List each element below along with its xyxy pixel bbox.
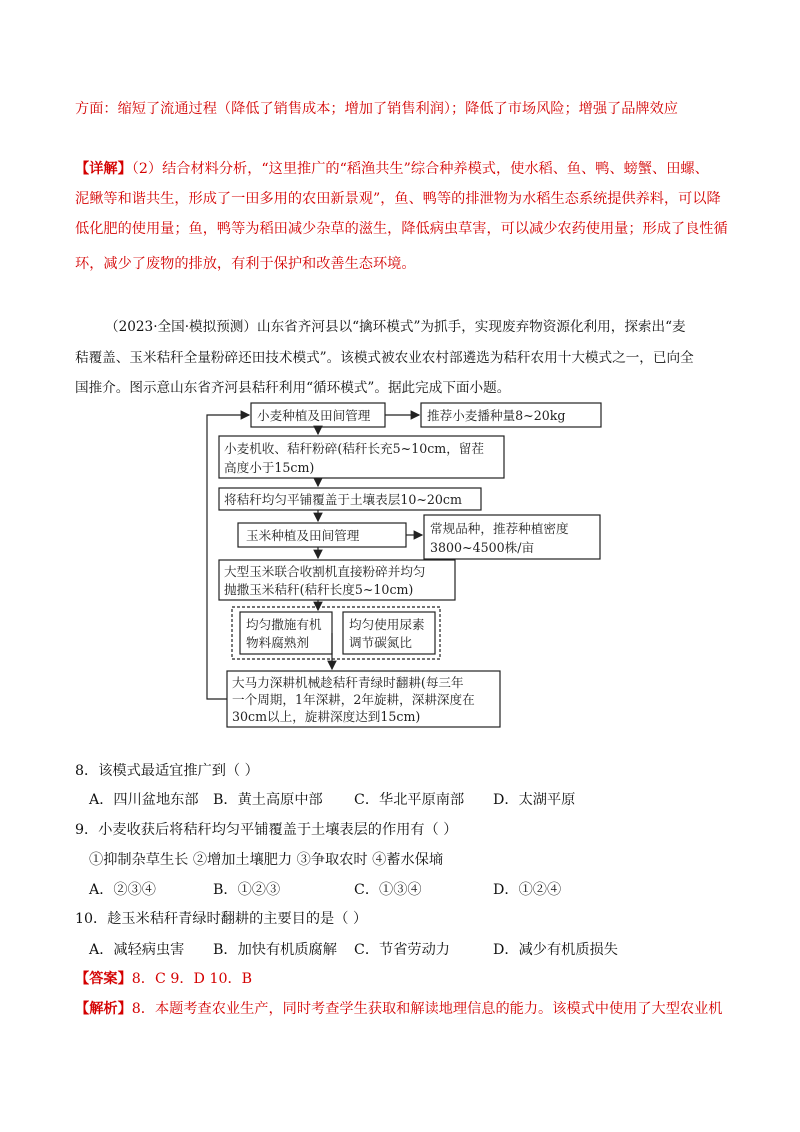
flow-text-6a-1: 均匀撒施有机: [246, 617, 322, 632]
q10-option-b: B．加快有机质腐解: [213, 942, 337, 958]
intro-line-3: 国推介。图示意山东省齐河县秸秆利用“循环模式”。据此完成下面小题。: [75, 380, 511, 396]
detail-tag: 【详解】: [75, 161, 132, 177]
intro-line-2: 秸覆盖、玉米秸秆全量粉碎还田技术模式”。该模式被农业农村部遴选为秸秆农用十大模式之一，已向全: [75, 350, 694, 366]
q8-option-d: D．太湖平原: [493, 792, 576, 808]
flow-text-3: 将秸秆均匀平铺覆盖于土壤表层10~20cm: [224, 492, 462, 507]
question-8-stem: 8．该模式最适宜推广到（ ）: [75, 763, 259, 779]
analysis-text: 8．本题考查农业生产，同时考查学生获取和解读地理信息的能力。该模式中使用了大型农业机: [131, 1001, 723, 1017]
flow-text-7c: 30cm以上，旋耕深度达到15cm): [232, 709, 421, 724]
q10-option-c: C．节省劳动力: [354, 942, 450, 958]
question-9-stem: 9．小麦收获后将秸秆均匀平铺覆盖于土壤表层的作用有（ ）: [75, 822, 458, 838]
q8-option-a: A．四川盆地东部: [89, 792, 199, 808]
q9-option-d: D．①②④: [493, 882, 562, 898]
flow-text-1: 小麦种植及田间管理: [257, 408, 371, 423]
top-answer-line: 方面：缩短了流通过程（降低了销售成本；增加了销售利润）；降低了市场风险；增强了品牌效应: [75, 101, 678, 117]
flow-text-1-side: 推荐小麦播种量8~20kg: [427, 408, 566, 423]
answer-text: 8．C 9．D 10．B: [131, 971, 253, 987]
q9-option-c: C．①③④: [354, 882, 422, 898]
q9-option-b: B．①②③: [213, 882, 281, 898]
q9-statements: ①抑制杂草生长 ②增加土壤肥力 ③争取农时 ④蓄水保墒: [89, 852, 444, 868]
detail-line-2: 泥鳅等和谐共生，形成了一田多用的农田新景观”，鱼、鸭等的排泄物为水稻生态系统提供养料，可以降: [75, 191, 721, 207]
flow-text-5a: 大型玉米联合收割机直接粉碎并均匀: [224, 564, 426, 579]
intro-line-1: （2023·全国·模拟预测）山东省齐河县以“擒环模式”为抓手，实现废弃物资源化利用，探索出“麦: [105, 319, 686, 335]
detail-line-1: 【详解】（2）结合材料分析，“这里推广的“稻渔共生”综合种养模式，使水稻、鱼、鸭、螃蟹、田螺、: [75, 161, 709, 177]
flow-text-7a: 大马力深耕机械趁秸秆青绿时翻耕(每三年: [232, 675, 464, 690]
detail-line-4: 环，减少了废物的排放，有利于保护和改善生态环境。: [75, 256, 416, 272]
flow-text-4-side-a: 常规品种，推荐种植密度: [430, 521, 569, 536]
q10-option-a: A．减轻病虫害: [89, 942, 185, 958]
q10-option-d: D．减少有机质损失: [493, 942, 618, 958]
answer-line: [75, 968, 252, 988]
flow-text-7b: 一个周期，1年深耕，2年旋耕，深耕深度在: [232, 692, 475, 707]
analysis-tag: 【解析】: [75, 1001, 132, 1017]
answer-tag: 【答案】: [75, 971, 132, 987]
flow-text-4: 玉米种植及田间管理: [246, 528, 360, 543]
question-10-stem: 10．趁玉米秸秆青绿时翻耕的主要目的是（ ）: [75, 911, 368, 927]
detail-line-3: 低化肥的使用量；鱼，鸭等为稻田减少杂草的滋生，降低病虫草害，可以减少农药使用量；形成了良性循: [75, 221, 728, 237]
flow-text-2a: 小麦机收、秸秆粉碎(秸秆长充5~10cm，留茬: [224, 441, 484, 456]
flow-text-5b: 抛撒玉米秸秆(秸秆长度5~10cm): [224, 582, 414, 597]
analysis-line: [75, 998, 722, 1018]
q8-option-b: B．黄土高原中部: [213, 792, 323, 808]
flow-text-2b: 高度小于15cm): [224, 460, 315, 475]
flow-text-6b-2: 调节碳氮比: [349, 635, 412, 650]
flow-dashed-group: [232, 607, 440, 659]
q8-option-c: C．华北平原南部: [354, 792, 465, 808]
flow-text-6b-1: 均匀使用尿素: [349, 617, 425, 632]
q9-option-a: A．②③④: [89, 882, 156, 898]
flow-text-6a-2: 物料腐熟剂: [246, 635, 309, 650]
flow-text-4-side-b: 3800~4500株/亩: [430, 540, 535, 555]
